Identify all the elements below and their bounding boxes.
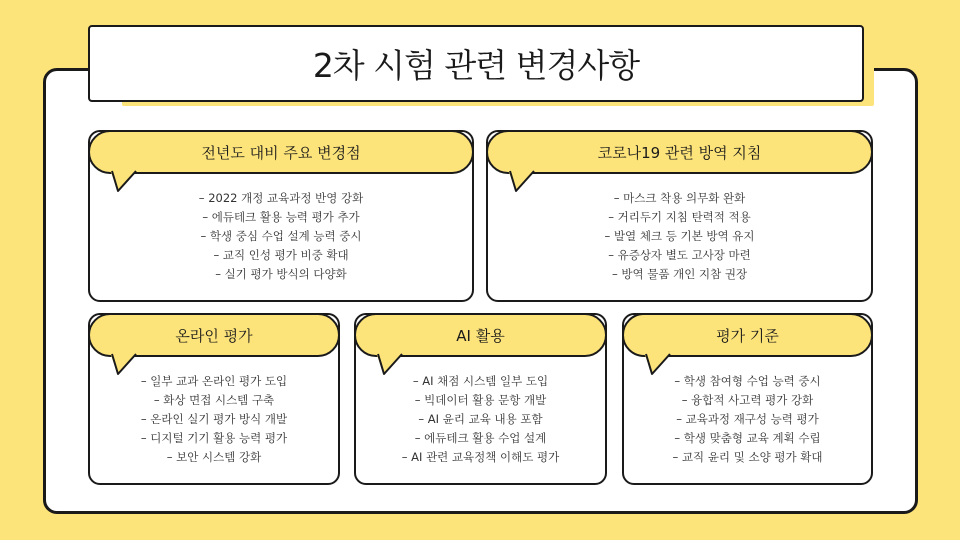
card-header: [486, 130, 873, 174]
card-header: [88, 130, 474, 174]
list-item: – 융합적 사고력 평가 강화: [681, 393, 814, 407]
list-item: – 2022 개정 교육과정 반영 강화: [198, 191, 364, 205]
list-item: – 디지털 기기 활용 능력 평가: [140, 431, 288, 445]
card-heading: 전년도 대비 주요 변경점: [201, 143, 361, 162]
card-covid-guidelines: [486, 130, 873, 302]
list-item: – 에듀테크 활용 능력 평가 추가: [202, 210, 360, 224]
list-item: – 실기 평가 방식의 다양화: [215, 267, 347, 281]
card-header: [622, 313, 873, 357]
card-last-year-changes: [88, 130, 474, 302]
title-box: [88, 25, 864, 102]
list-item: – 학생 참여형 수업 능력 중시: [674, 374, 821, 388]
list-item: – 발열 체크 등 기본 방역 유지: [604, 229, 755, 243]
card-heading: 온라인 평가: [175, 326, 253, 345]
list-item: – 빅데이터 활용 문항 개발: [414, 393, 547, 407]
card-ai-usage: [354, 313, 607, 485]
card-header: [354, 313, 607, 357]
page-title: 2차 시험 관련 변경사항: [312, 46, 640, 85]
list-item: – AI 윤리 교육 내용 포함: [418, 412, 543, 426]
card-heading: 코로나19 관련 방역 지침: [597, 143, 762, 162]
card-online-evaluation: [88, 313, 340, 485]
list-item: – 유증상자 별도 고사장 마련: [608, 248, 751, 262]
card-heading: 평가 기준: [716, 326, 779, 345]
list-item: – 온라인 실기 평가 방식 개발: [140, 412, 288, 426]
card-list: [624, 372, 871, 467]
card-heading: AI 활용: [456, 326, 505, 345]
card-list: [356, 372, 605, 467]
card-header: [88, 313, 340, 357]
list-item: – AI 관련 교육정책 이해도 평가: [401, 450, 560, 464]
list-item: – 에듀테크 활용 수업 설계: [414, 431, 547, 445]
list-item: – 방역 물품 개인 지참 권장: [611, 267, 748, 281]
card-list: [488, 189, 871, 284]
list-item: – 마스크 착용 의무화 완화: [613, 191, 746, 205]
card-list: [90, 189, 472, 284]
card-list: [90, 372, 338, 467]
list-item: – 교직 인성 평가 비중 확대: [213, 248, 349, 262]
list-item: – 교육과정 재구성 능력 평가: [676, 412, 819, 426]
list-item: – 일부 교과 온라인 평가 도입: [140, 374, 288, 388]
list-item: – 교직 윤리 및 소양 평가 확대: [672, 450, 823, 464]
list-item: – 보안 시스템 강화: [166, 450, 262, 464]
list-item: – 화상 면접 시스템 구축: [153, 393, 275, 407]
list-item: – 학생 중심 수업 설계 능력 중시: [200, 229, 362, 243]
list-item: – 학생 맞춤형 교육 계획 수립: [674, 431, 821, 445]
card-evaluation-criteria: [622, 313, 873, 485]
list-item: – AI 채점 시스템 일부 도입: [412, 374, 549, 388]
list-item: – 거리두기 지침 탄력적 적용: [608, 210, 751, 224]
